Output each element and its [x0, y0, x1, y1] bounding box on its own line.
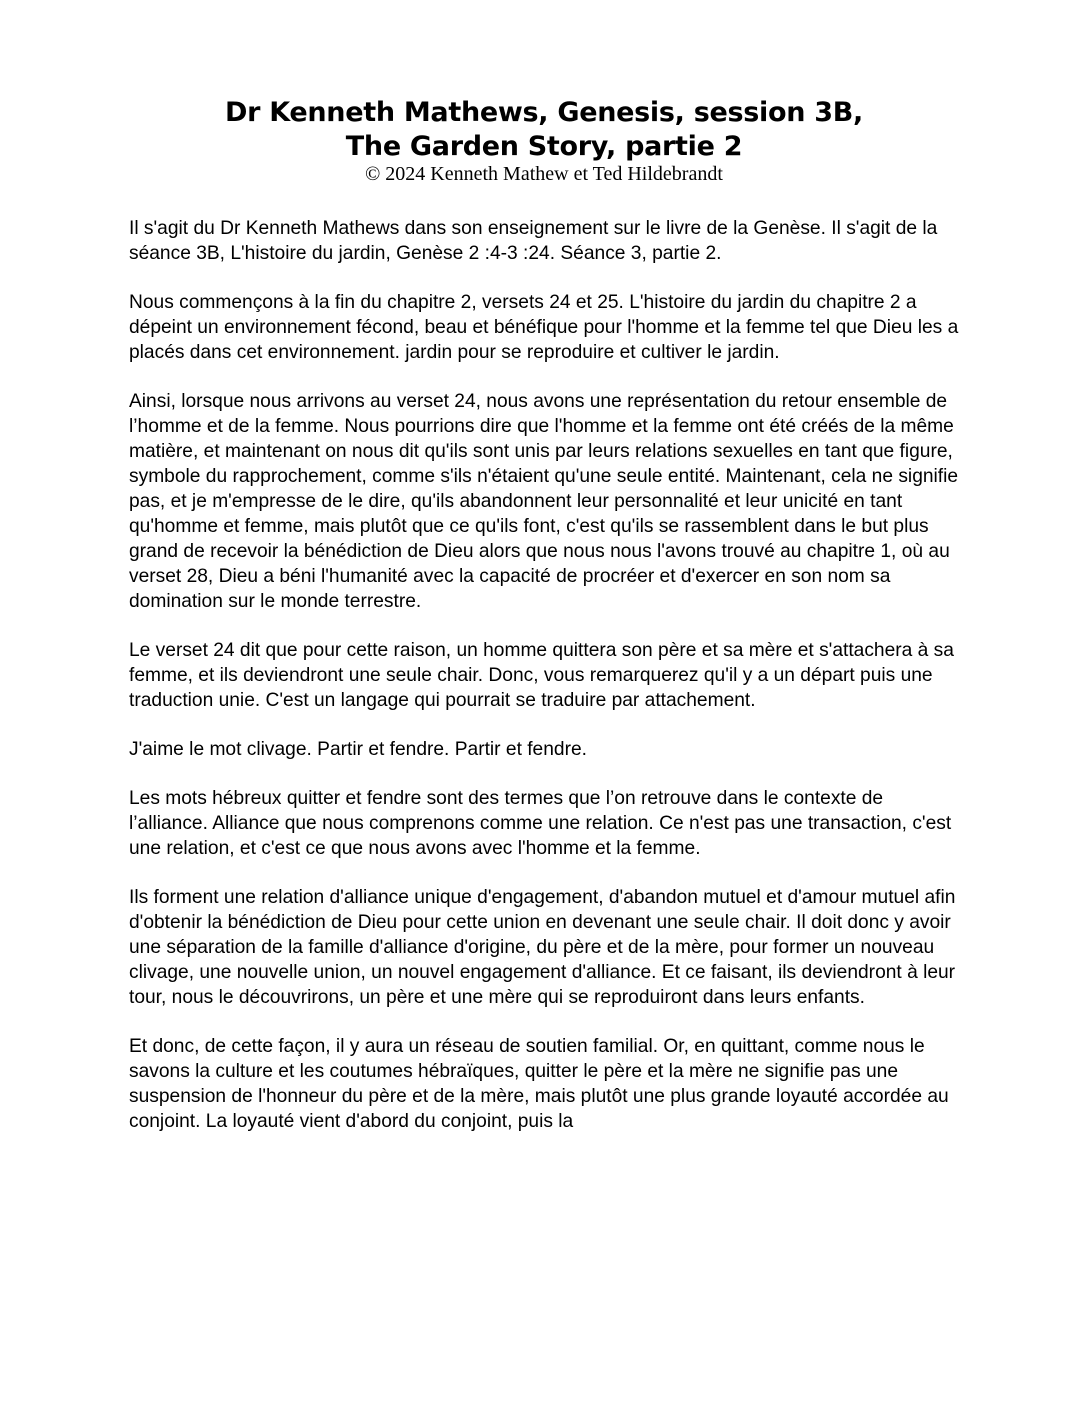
paragraph-4: Le verset 24 dit que pour cette raison, un homme quittera son père et sa mère et s'attachera à sa femme, et ils deviendront une seule chair. Donc, vous remarquerez qu'il y a un départ puis une traduction unie. C'est un langage qui pourrait se traduire par attachement.: [129, 640, 954, 711]
title-block: [0, 96, 1088, 184]
paragraph-1: Il s'agit du Dr Kenneth Mathews dans son enseignement sur le livre de la Genèse. Il s'agit de la séance 3B, L'histoire du jardin, Genèse 2 :4-3 :24. Séance 3, partie 2.: [129, 218, 938, 264]
paragraph-5: J'aime le mot clivage. Partir et fendre. Partir et fendre.: [129, 739, 587, 760]
body-text: [129, 216, 959, 1158]
copyright-notice: © 2024 Kenneth Mathew et Ted Hildebrandt: [365, 163, 723, 185]
paragraph-6: Les mots hébreux quitter et fendre sont des termes que l’on retrouve dans le contexte de l’alliance. Alliance que nous comprenons comme une relation. Ce n'est pas une transaction, c'est une relation, et c'est ce que nous avons avec l'homme et la femme.: [129, 788, 952, 859]
paragraph-7: Ils forment une relation d'alliance unique d'engagement, d'abandon mutuel et d'amour mutuel afin d'obtenir la bénédiction de Dieu pour cette union en devenant une seule chair. Il doit donc y avoir une séparation de la famille d'alliance d'origine, du père et de la mère, pour former un nouveau clivage, une nouvelle union, un nouvel engagement d'alliance. Et ce faisant, ils deviendront à leur tour, nous le découvrirons, un père et une mère qui se reproduiront dans leurs enfants.: [129, 887, 956, 1008]
document-title-line-2: The Garden Story, partie 2: [345, 131, 743, 162]
paragraph-3: Ainsi, lorsque nous arrivons au verset 24, nous avons une représentation du retour ensemble de l’homme et de la femme. Nous pourrions dire que l'homme et la femme ont été créés de la même matière, et maintenant on nous dit qu'ils sont unis par leurs relations sexuelles en tant que figure, symbole du rapprochement, comme s'ils n'étaient qu'une seule entité. Maintenant, cela ne signifie pas, et je m'empresse de le dire, qu'ils abandonnent leur personnalité et leur unicité en tant qu'homme et femme, mais plutôt que ce qu'ils font, c'est qu'ils se rassemblent dans le but plus grand de recevoir la bénédiction de Dieu alors que nous nous l'avons trouvé au chapitre 1, où au verset 28, Dieu a béni l'humanité avec la capacité de procréer et d'exercer en son nom sa domination sur le monde terrestre.: [129, 391, 959, 612]
document-title-line-1: Dr Kenneth Mathews, Genesis, session 3B,: [224, 97, 863, 128]
paragraph-2: Nous commençons à la fin du chapitre 2, versets 24 et 25. L'histoire du jardin du chapitre 2 a dépeint un environnement fécond, beau et bénéfique pour l'homme et la femme tel que Dieu les a placés dans cet environnement. jardin pour se reproduire et cultiver le jardin.: [129, 292, 959, 363]
paragraph-8: Et donc, de cette façon, il y aura un réseau de soutien familial. Or, en quittant, comme nous le savons la culture et les coutumes hébraïques, quitter le père et la mère ne signifie pas une suspension de l'honneur du père et de la mère, mais plutôt une plus grande loyauté accordée au conjoint. La loyauté vient d'abord du conjoint, puis la: [129, 1036, 949, 1132]
